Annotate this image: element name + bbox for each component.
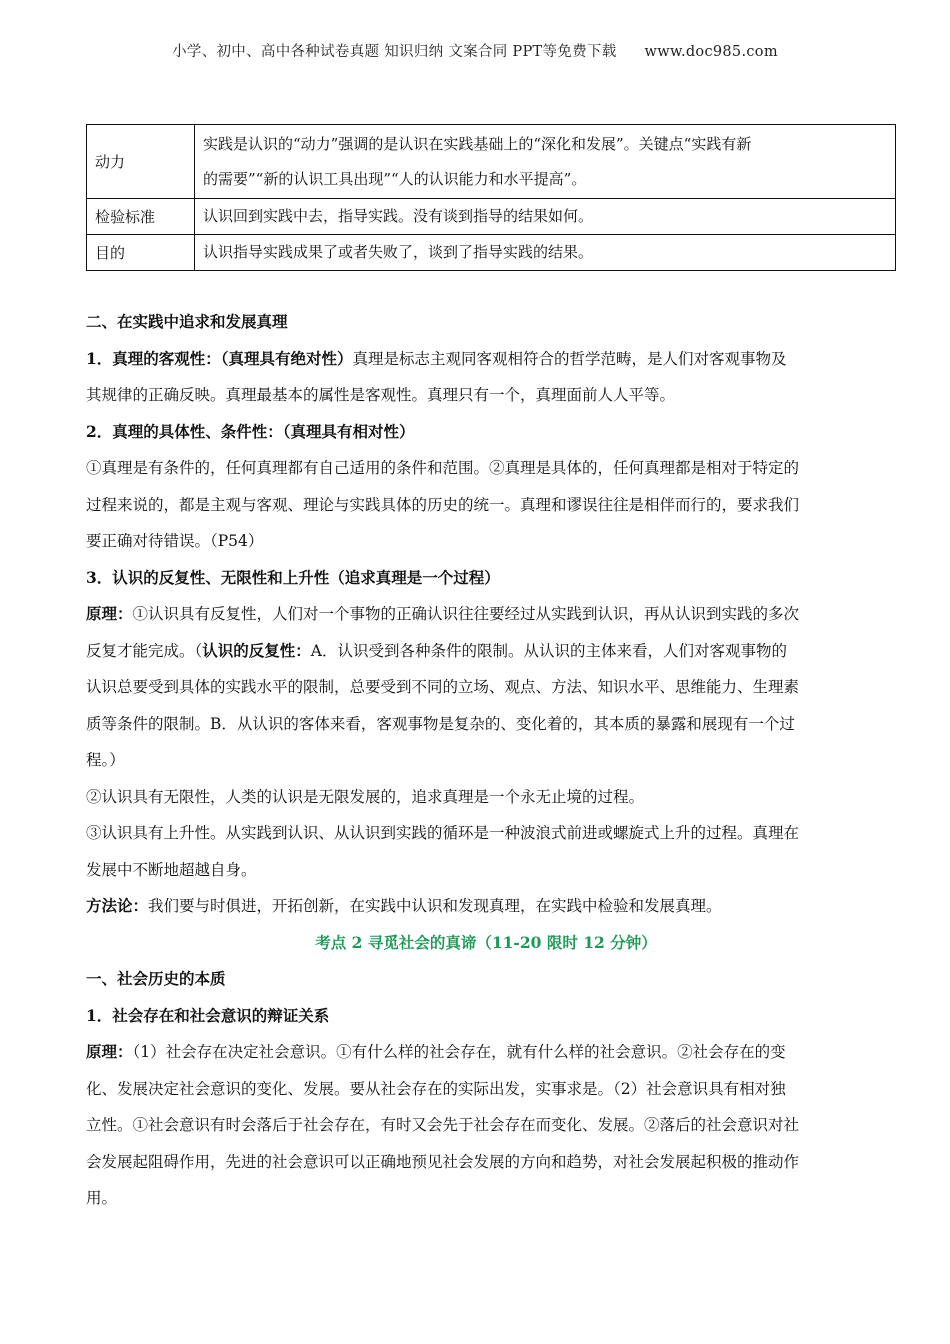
paragraph-line: 要正确对待错误。（P54）: [86, 532, 264, 550]
paragraph-line: 过程来说的，都是主观与客观、理论与实践具体的历史的统一。真理和谬误往往是相伴而行的，要求我们: [86, 495, 800, 514]
paragraph-line: [86, 1034, 866, 1071]
bold-lead: 认识的反复性：: [202, 640, 311, 660]
paragraph-line: [86, 633, 866, 670]
paragraph-line: [86, 888, 866, 925]
section-heading: 二、在实践中追求和发展真理: [86, 312, 288, 331]
paragraph-line: 发展中不断地超越自身。: [86, 860, 257, 879]
table-value: [195, 125, 896, 199]
subsection-heading: 2．真理的具体性、条件性：（真理具有相对性）: [86, 421, 415, 441]
section-heading: 一、社会历史的本质: [86, 969, 226, 988]
table-row: [87, 125, 896, 199]
bold-lead: 原理：: [86, 1042, 133, 1061]
paragraph-line: 质等条件的限制。B．从认识的客体来看，客观事物是复杂的、变化着的，其本质的暴露和展现有一个过: [86, 714, 795, 733]
text-span: ①认识具有反复性，人们对一个事物的正确认识往往要经过从实践到认识，再从认识到实践的多次: [132, 605, 800, 623]
page-header: [0, 40, 950, 61]
paragraph-line: 其规律的正确反映。真理最基本的属性是客观性。真理只有一个，真理面前人人平等。: [86, 386, 676, 404]
bold-lead: 1．真理的客观性：（真理具有绝对性）: [86, 348, 353, 368]
table-value-line: 实践是认识的“动力”强调的是认识在实践基础上的“深化和发展”。关键点“实践有新: [203, 134, 752, 153]
subsection-heading: 1．社会存在和社会意识的辩证关系: [86, 1005, 330, 1025]
text-span: （1）社会存在决定社会意识。①有什么样的社会存在，就有什么样的社会意识。②社会存在的变: [132, 1043, 786, 1061]
bold-lead: 原理：: [86, 604, 133, 623]
paragraph-line: [86, 596, 866, 633]
table-row: [87, 235, 896, 271]
paragraph-line: 化、发展决定社会意识的变化、发展。要从社会存在的实际出发，实事求是。（2）社会意识具有相对独: [86, 1079, 786, 1098]
text-span: A．认识受到各种条件的限制。从认识的主体来看，人们对客观事物的: [310, 641, 787, 660]
table-row: [87, 199, 896, 235]
paragraph-line: [86, 341, 866, 378]
subsection-heading: 3．认识的反复性、无限性和上升性（追求真理是一个过程）: [86, 567, 500, 587]
header-url[interactable]: www.doc985.com: [644, 44, 778, 60]
table-key: 目的: [87, 235, 195, 271]
paragraph-line: ③认识具有上升性。从实践到认识、从认识到实践的循环是一种波浪式前进或螺旋式上升的过程。真理在: [86, 824, 800, 842]
table-key: 动力: [87, 125, 195, 199]
text-span: 我们要与时俱进，开拓创新，在实践中认识和发现真理，在实践中检验和发展真理。: [148, 897, 722, 915]
paragraph-line: 程。）: [86, 751, 125, 769]
paragraph-line: ①真理是有条件的，任何真理都有自己适用的条件和范围。②真理是具体的，任何真理都是相对于特定的: [86, 459, 800, 477]
header-text: 小学、初中、高中各种试卷真题 知识归纳 文案合同 PPT等免费下载: [172, 44, 617, 60]
table-value: 认识指导实践成果了或者失败了，谈到了指导实践的结果。: [195, 235, 896, 271]
table-value: 认识回到实践中去，指导实践。没有谈到指导的结果如何。: [195, 199, 896, 235]
table-value-line: 的需要”“新的认识工具出现”“人的认识能力和水平提高”。: [203, 169, 587, 188]
table-key: 检验标准: [87, 199, 195, 235]
paragraph-line: 会发展起阻碍作用，先进的社会意识可以正确地预见社会发展的方向和趋势，对社会发展起积极的推动作: [86, 1152, 800, 1171]
paragraph-line: 认识总要受到具体的实践水平的限制，总要受到不同的立场、观点、方法、知识水平、思维能力、生理素: [86, 678, 800, 696]
kaodian-title: 考点 2 寻觅社会的真谛（11-20 限时 12 分钟）: [315, 932, 657, 952]
text-span: 反复才能完成。（: [86, 641, 203, 660]
document-body: [86, 304, 866, 1217]
knowledge-table: [86, 124, 896, 271]
paragraph-line: ②认识具有无限性，人类的认识是无限发展的，追求真理是一个永无止境的过程。: [86, 787, 645, 806]
bold-lead: 方法论：: [86, 896, 149, 915]
paragraph-line: 用。: [86, 1189, 118, 1207]
text-span: 真理是标志主观同客观相符合的哲学范畴，是人们对客观事物及: [352, 349, 787, 368]
paragraph-line: 立性。①社会意识有时会落后于社会存在，有时又会先于社会存在而变化、发展。②落后的社会意识对社: [86, 1116, 800, 1134]
